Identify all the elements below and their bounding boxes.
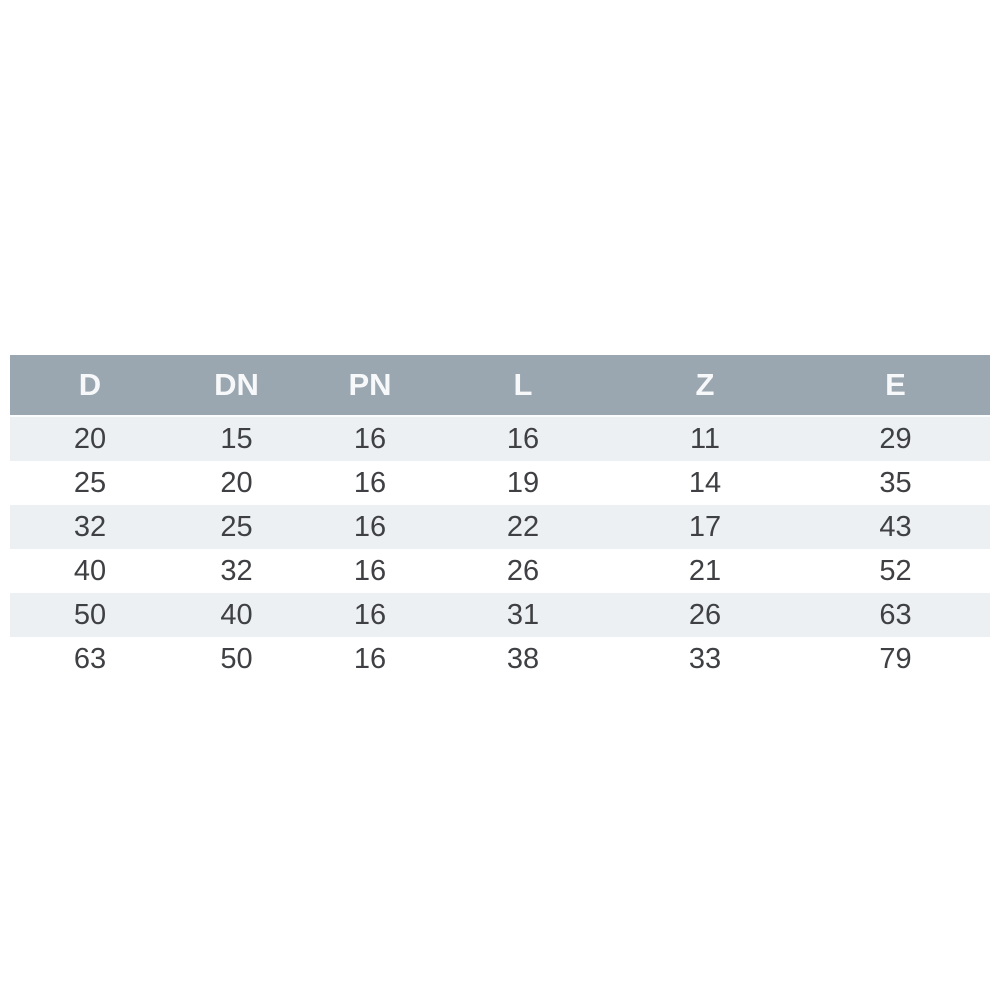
table-cell: 29 (879, 422, 912, 455)
table-cell: 31 (506, 598, 540, 631)
table-cell: 40 (73, 554, 107, 587)
table-cell: 32 (73, 510, 107, 543)
table-cell: 43 (879, 510, 912, 543)
table-cell: 32 (220, 554, 253, 587)
table-cell: 26 (688, 598, 722, 631)
table-cell: 52 (879, 554, 912, 587)
table-cell: 63 (879, 598, 912, 631)
column-header-pn: PN (303, 355, 437, 416)
table-cell: 16 (353, 554, 387, 587)
table-cell: 11 (689, 422, 721, 455)
table-row (10, 505, 990, 549)
table-cell: 16 (353, 642, 387, 675)
table-cell: 19 (506, 466, 540, 499)
table-cell: 22 (506, 510, 540, 543)
table-cell: 14 (688, 466, 722, 499)
table-cell: 50 (73, 598, 107, 631)
column-header-dn: DN (170, 355, 303, 416)
table-cell: 20 (73, 422, 107, 455)
dimension-spec-table (10, 355, 990, 681)
table-cell: 79 (879, 642, 912, 675)
table-cell: 40 (220, 598, 253, 631)
table-cell: 15 (220, 422, 253, 455)
column-header-e: E (801, 355, 990, 416)
table-cell: 16 (353, 510, 387, 543)
table-header-row (10, 355, 990, 416)
table-cell: 20 (220, 466, 253, 499)
table-cell: 17 (688, 510, 722, 543)
table-cell: 50 (220, 642, 253, 675)
table-cell: 26 (506, 554, 540, 587)
table-cell: 25 (73, 466, 107, 499)
table-cell: 33 (688, 642, 722, 675)
table-cell: 63 (73, 642, 107, 675)
table-cell: 21 (688, 554, 722, 587)
table-cell: 38 (506, 642, 540, 675)
column-header-z: Z (609, 355, 801, 416)
table-row (10, 461, 990, 505)
table-cell: 16 (353, 598, 387, 631)
table-row (10, 593, 990, 637)
table-row (10, 637, 990, 681)
table-cell: 16 (353, 466, 387, 499)
table-row (10, 549, 990, 593)
table-cell: 16 (506, 422, 540, 455)
table-cell: 16 (353, 422, 387, 455)
column-header-d: D (10, 355, 170, 416)
column-header-l: L (437, 355, 609, 416)
table-cell: 35 (879, 466, 912, 499)
table-cell: 25 (220, 510, 253, 543)
table-row (10, 416, 990, 461)
